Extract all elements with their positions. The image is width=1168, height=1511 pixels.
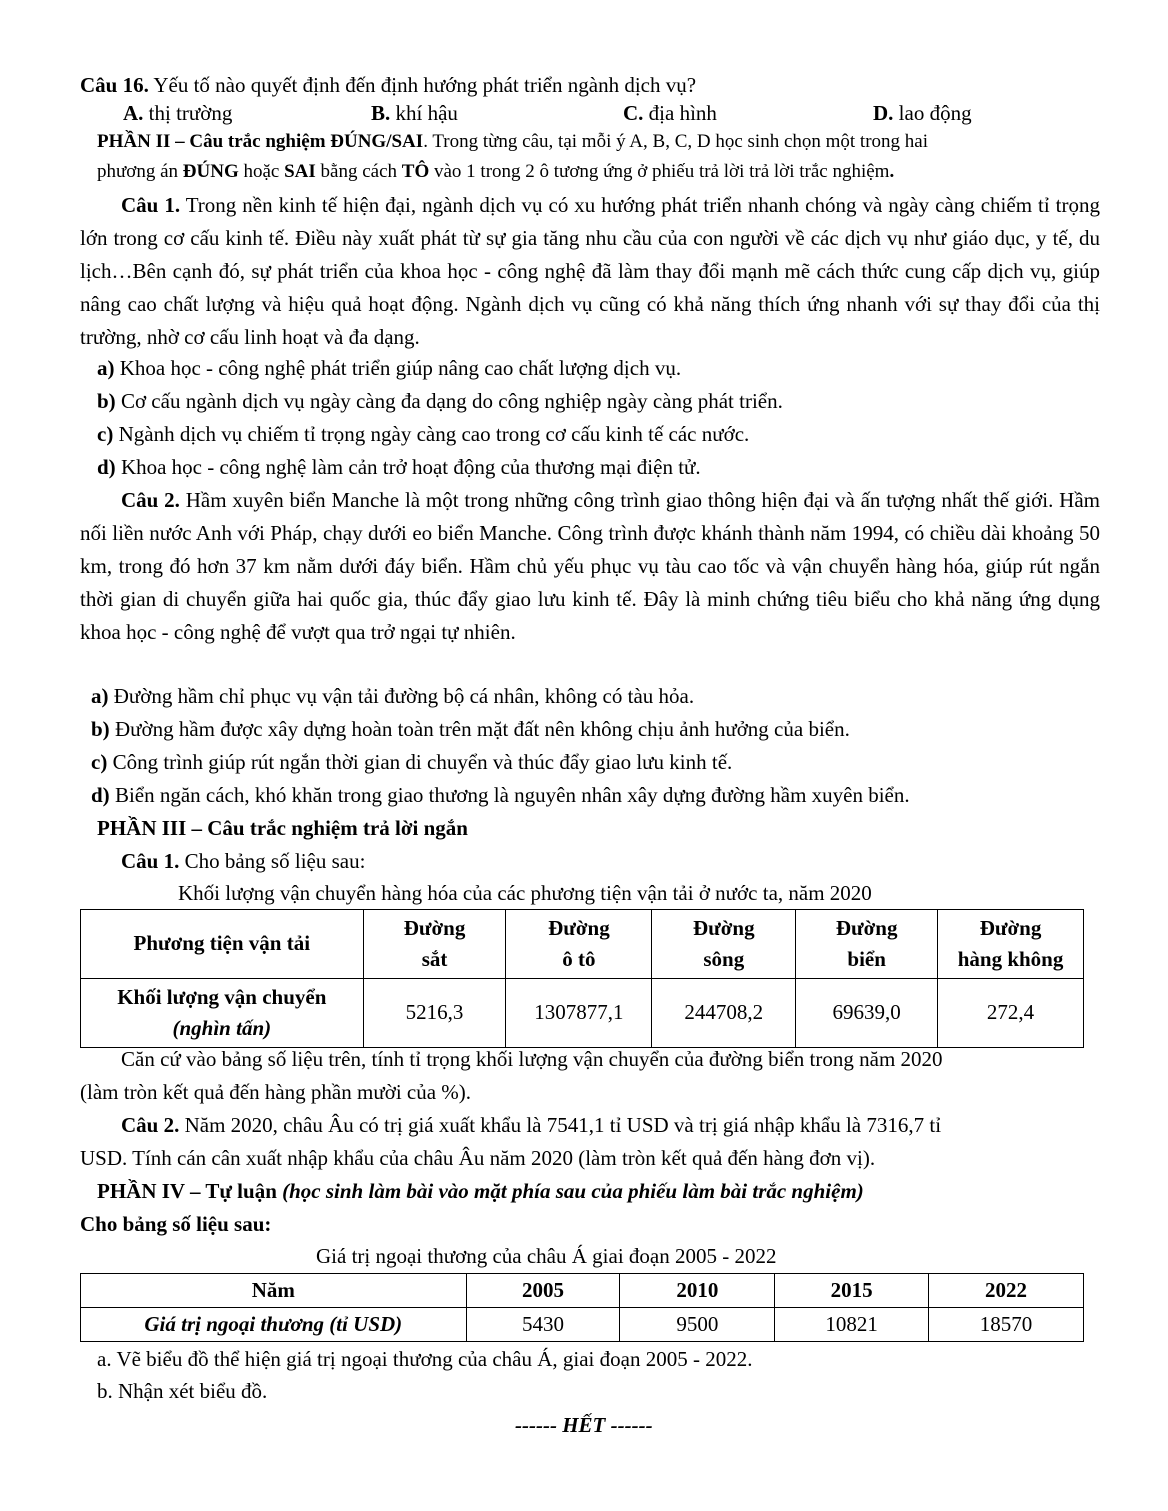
option-b: B. khí hậu — [371, 101, 458, 125]
table-cell: 9500 — [620, 1308, 775, 1342]
header-cell: Đường sắt — [363, 910, 506, 979]
part3-question-1: Câu 1. Cho bảng số liệu sau: — [121, 849, 366, 873]
transport-table — [80, 909, 1084, 1048]
question-text: Yếu tố nào quyết định đến định hướng phát triển ngành dịch vụ? — [148, 73, 697, 97]
table-row — [81, 1308, 1084, 1342]
part2-question-1 — [80, 189, 1100, 354]
header-cell: Năm — [81, 1274, 467, 1308]
part4-given: Cho bảng số liệu sau: — [80, 1212, 272, 1236]
table-cell: 18570 — [929, 1308, 1084, 1342]
option-a: A. thị trường — [123, 101, 233, 125]
table-cell: 69639,0 — [796, 979, 938, 1048]
option-d: D. lao động — [873, 101, 972, 125]
part4-task-a: a. Vẽ biểu đồ thể hiện giá trị ngoại thương của châu Á, giai đoạn 2005 - 2022. — [97, 1347, 753, 1371]
option-c: C. địa hình — [623, 101, 717, 125]
statement-b: b) Cơ cấu ngành dịch vụ ngày càng đa dạng do công nghiệp ngày càng phát triển. — [97, 389, 783, 413]
table-cell: 5216,3 — [363, 979, 506, 1048]
statement-a: a) Đường hầm chỉ phục vụ vận tải đường bộ cá nhân, không có tàu hỏa. — [91, 684, 695, 708]
table2-title: Giá trị ngoại thương của châu Á giai đoạn 2005 - 2022 — [316, 1244, 777, 1268]
part3-title: PHẦN III – Câu trắc nghiệm trả lời ngắn — [97, 816, 468, 840]
part2-intro-line2: phương án ĐÚNG hoặc SAI bằng cách TÔ vào 1 trong 2 ô tương ứng ở phiếu trả lời trả lời trắc nghiệm. — [97, 161, 895, 182]
table-row — [81, 979, 1084, 1048]
table-cell: 1307877,1 — [506, 979, 652, 1048]
table-cell: 272,4 — [938, 979, 1084, 1048]
question-text: Hầm xuyên biển Manche là một trong những công trình giao thông hiện đại và ấn tượng nhất thế giới. Hầm nối liền nước Anh với Pháp, chạy dưới eo biển Manche. Công trình được khánh thành năm 1994, có chiều dài khoảng 50 km, trong đó hơn 37 km nằm dưới đáy biển. Hầm chủ yếu phục vụ tàu cao tốc và vận chuyển hàng hóa, giúp rút ngắn thời gian di chuyển giữa hai quốc gia, thúc đẩy giao lưu kinh tế. Đây là minh chứng tiêu biểu cho khả năng ứng dụng khoa học - công nghệ để vượt qua trở ngại tự nhiên. — [80, 488, 1100, 644]
table-cell: 5430 — [466, 1308, 620, 1342]
part4-task-b: b. Nhận xét biểu đồ. — [97, 1379, 268, 1403]
header-cell: Đường ô tô — [506, 910, 652, 979]
row-label-cell: Khối lượng vận chuyển (nghìn tấn) — [81, 979, 364, 1048]
part2-intro-line1: PHẦN II – Câu trắc nghiệm ĐÚNG/SAI. Trong từng câu, tại mỗi ý A, B, C, D học sinh chọn một trong hai — [97, 131, 929, 152]
header-cell: 2010 — [620, 1274, 775, 1308]
table-cell: 10821 — [775, 1308, 929, 1342]
statement-d: d) Biển ngăn cách, khó khăn trong giao thương là nguyên nhân xây dựng đường hầm xuyên biển. — [91, 783, 910, 807]
table1-title: Khối lượng vận chuyển hàng hóa của các phương tiện vận tải ở nước ta, năm 2020 — [178, 881, 872, 905]
question-label: Câu 16. — [80, 73, 149, 97]
row-label-cell: Giá trị ngoại thương (tỉ USD) — [81, 1308, 467, 1342]
statement-b: b) Đường hầm được xây dựng hoàn toàn trên mặt đất nên không chịu ảnh hưởng của biển. — [91, 717, 850, 741]
statement-d: d) Khoa học - công nghệ làm cản trở hoạt động của thương mại điện tử. — [97, 455, 701, 479]
question-label: Câu 1. — [121, 193, 181, 217]
statement-c: c) Công trình giúp rút ngắn thời gian di chuyển và thúc đẩy giao lưu kinh tế. — [91, 750, 733, 774]
statement-a: a) Khoa học - công nghệ phát triển giúp nâng cao chất lượng dịch vụ. — [97, 356, 682, 380]
header-cell: 2015 — [775, 1274, 929, 1308]
question-text: Trong nền kinh tế hiện đại, ngành dịch vụ có xu hướng phát triển nhanh chóng và ngày càng chiếm tỉ trọng lớn trong cơ cấu kinh tế. Điều này xuất phát từ sự gia tăng nhu cầu của con người về các dịch vụ như giáo dục, y tế, du lịch…Bên cạnh đó, sự phát triển của khoa học - công nghệ đã làm thay đổi mạnh mẽ cách thức cung cấp dịch vụ, giúp nâng cao chất lượng và hiệu quả hoạt động. Ngành dịch vụ cũng có khả năng thích ứng nhanh với sự thay đổi của thị trường, nhờ cơ cấu linh hoạt và đa dạng. — [80, 193, 1100, 349]
question-label: Câu 2. — [121, 488, 180, 512]
part4-note: (học sinh làm bài vào mặt phía sau của phiếu làm bài trắc nghiệm) — [282, 1179, 864, 1203]
header-cell: 2022 — [929, 1274, 1084, 1308]
table-header-row — [81, 910, 1084, 979]
table-header-row — [81, 1274, 1084, 1308]
end-marker: ------ HẾT ------ — [515, 1413, 653, 1437]
part2-title: PHẦN II – Câu trắc nghiệm ĐÚNG/SAI — [97, 131, 424, 152]
part3-question-2: Câu 2. Năm 2020, châu Âu có trị giá xuất khẩu là 7541,1 tỉ USD và trị giá nhập khẩu là 7316,7 tỉ — [121, 1113, 942, 1137]
question-16 — [80, 73, 696, 97]
statement-c: c) Ngành dịch vụ chiếm tỉ trọng ngày càng cao trong cơ cấu kinh tế các nước. — [97, 422, 750, 446]
header-cell: Đường hàng không — [938, 910, 1084, 979]
header-cell: 2005 — [466, 1274, 620, 1308]
part3-q1-question-line1: Căn cứ vào bảng số liệu trên, tính tỉ trọng khối lượng vận chuyển của đường biển trong năm 2020 — [121, 1047, 943, 1071]
header-cell: Phương tiện vận tải — [81, 910, 364, 979]
header-cell: Đường sông — [652, 910, 796, 979]
part2-question-2 — [80, 484, 1100, 649]
part4-heading — [97, 1179, 864, 1203]
part3-q1-question-line2: (làm tròn kết quả đến hàng phần mười của %). — [80, 1080, 472, 1104]
header-cell: Đường biển — [796, 910, 938, 979]
table-cell: 244708,2 — [652, 979, 796, 1048]
part4-title: PHẦN IV – Tự luận — [97, 1179, 283, 1203]
part3-q2-line2: USD. Tính cán cân xuất nhập khẩu của châu Âu năm 2020 (làm tròn kết quả đến hàng đơn vị). — [80, 1146, 876, 1170]
trade-table — [80, 1273, 1084, 1342]
